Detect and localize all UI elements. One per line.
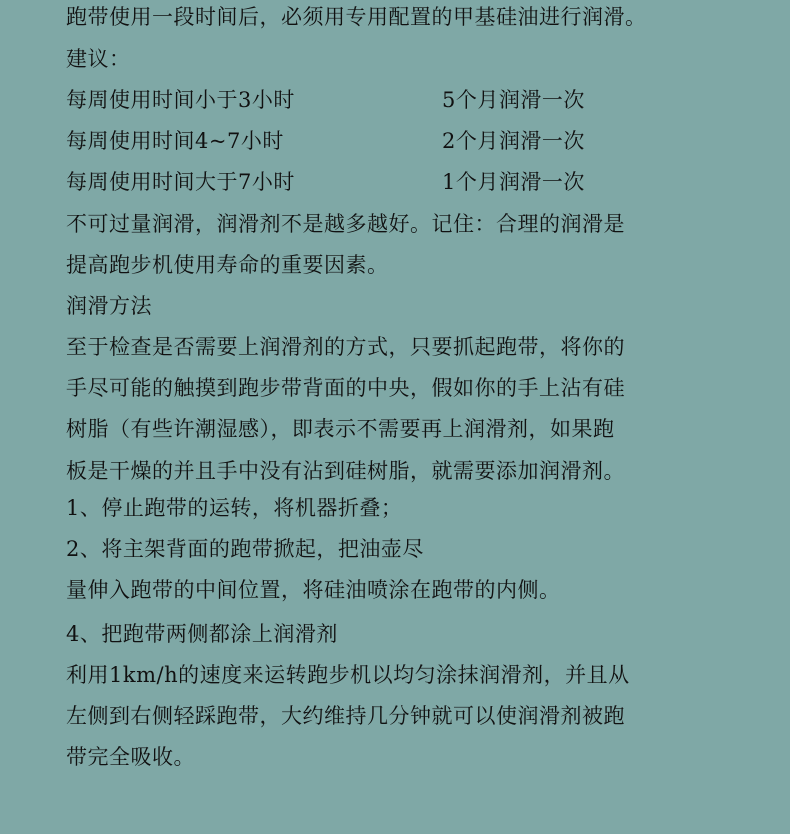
step-1: 1、停止跑带的运转，将机器折叠； [66,496,403,520]
step-4: 4、把跑带两侧都涂上润滑剂 [66,622,338,646]
schedule-usage-1: 每周使用时间小于3小时 [66,88,295,112]
intro-line-2: 建议： [66,47,131,71]
final-line-3: 带完全吸收。 [66,745,195,769]
step-2-line-1: 2、将主架背面的跑带掀起，把油壶尽 [66,537,424,561]
method-text-line-3: 树脂（有些许潮湿感），即表示不需要再上润滑剂，如果跑 [66,417,615,441]
warning-line-2: 提高跑步机使用寿命的重要因素。 [66,253,389,277]
method-text-line-1: 至于检查是否需要上润滑剂的方式，只要抓起跑带，将你的 [66,335,625,359]
schedule-frequency-3: 1个月润滑一次 [442,170,585,194]
schedule-frequency-2: 2个月润滑一次 [442,129,585,153]
schedule-usage-2: 每周使用时间4~7小时 [66,129,284,153]
schedule-frequency-1: 5个月润滑一次 [442,88,585,112]
final-line-1: 利用1km/h的速度来运转跑步机以均匀涂抹润滑剂，并且从 [66,663,630,687]
method-text-line-2: 手尽可能的触摸到跑步带背面的中央，假如你的手上沾有硅 [66,376,625,400]
intro-line-1: 跑带使用一段时间后，必须用专用配置的甲基硅油进行润滑。 [66,5,647,29]
method-heading: 润滑方法 [66,294,152,318]
method-text-line-4: 板是干燥的并且手中没有沾到硅树脂，就需要添加润滑剂。 [66,459,625,483]
warning-line-1: 不可过量润滑，润滑剂不是越多越好。记住：合理的润滑是 [66,212,625,236]
schedule-usage-3: 每周使用时间大于7小时 [66,170,295,194]
final-line-2: 左侧到右侧轻踩跑带，大约维持几分钟就可以使润滑剂被跑 [66,704,625,728]
step-2-line-2: 量伸入跑带的中间位置，将硅油喷涂在跑带的内侧。 [66,578,561,602]
